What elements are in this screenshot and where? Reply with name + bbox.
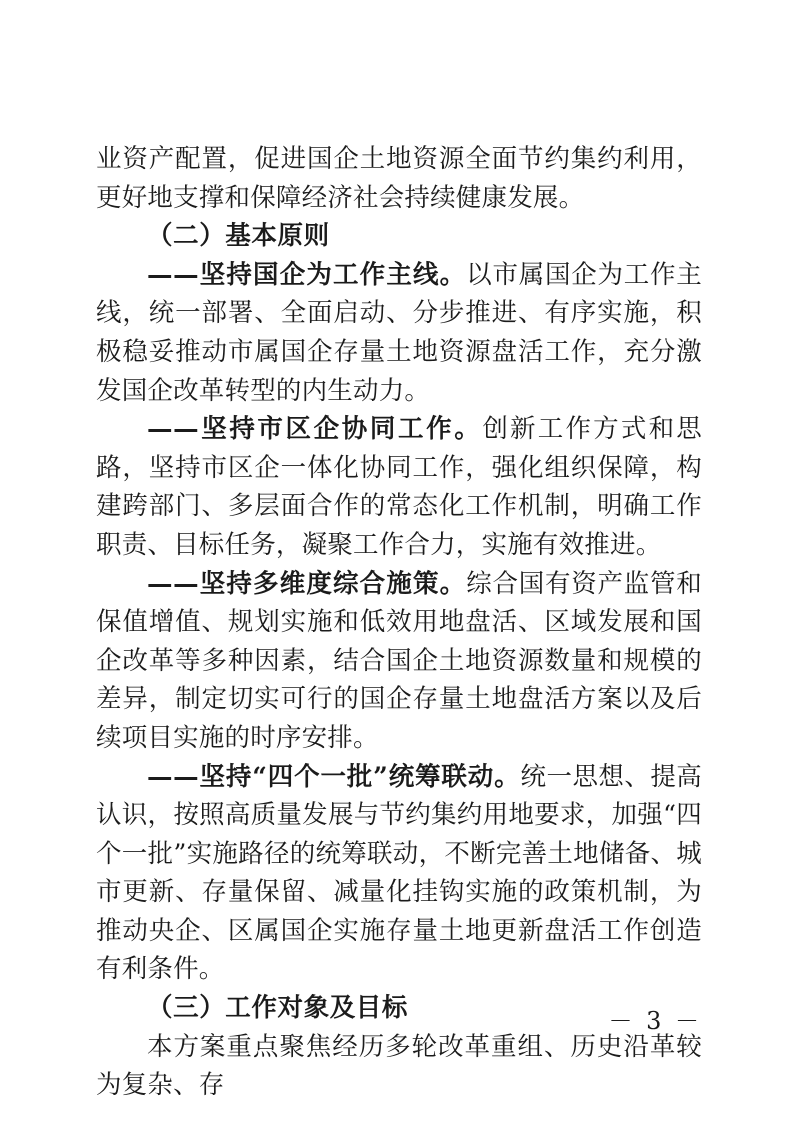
principle-lead-2: ——坚持市区企协同工作。 (147, 414, 483, 445)
principle-text-1: 以市属国企为工作主线，统一部署、全面启动、分步推进、有序实施，积极稳妥推动市属国企存量土地资源盘活工作，充分激发国企改革转型的内生动力。 (96, 259, 702, 406)
principle-text-3: 综合国有资产监管和保值增值、规划实施和低效用地盘活、区域发展和国企改革等多种因素，结合国企土地资源数量和规模的差异，制定切实可行的国企存量土地盘活方案以及后续项目实施的时序安排。 (96, 568, 702, 753)
paragraph-continued: 业资产配置，促进国企土地资源全面节约集约利用，更好地支撑和保障经济社会持续健康发展。 (96, 144, 702, 213)
principle-text-2: 创新工作方式和思路，坚持市区企一体化协同工作，强化组织保障，构建跨部门、多层面合作的常态化工作机制，明确工作职责、目标任务，凝聚工作合力，实施有效推进。 (96, 414, 703, 560)
principle-paragraph-2 (96, 410, 702, 564)
principle-text-4: 统一思想、提高认识，按照高质量发展与节约集约用地要求，加强“四个一批”实施路径的统筹联动，不断完善土地储备、城市更新、存量保留、减量化挂钩实施的政策机制，为推动央企、区属国企实施存量土地更新盘活工作创造有利条件。 (96, 761, 702, 985)
principle-paragraph-1 (96, 256, 702, 410)
principle-lead-4: ——坚持“四个一批”统筹联动。 (147, 761, 521, 792)
heading-section-three: （三）工作对象及目标 (147, 993, 409, 1024)
principle-lead-1: ——坚持国企为工作主线。 (147, 259, 467, 290)
principle-lead-3: ——坚持多维度综合施策。 (147, 568, 467, 599)
principle-paragraph-3 (96, 565, 702, 758)
heading-section-two: （二）基本原则 (147, 221, 330, 252)
page-number-footer: － 3 － (608, 1007, 702, 1035)
principle-paragraph-4 (96, 758, 702, 990)
paragraph-section-three: 本方案重点聚焦经历多轮改革重组、历史沿革较为复杂、存 (96, 1031, 702, 1101)
page-text-block (96, 140, 702, 1105)
